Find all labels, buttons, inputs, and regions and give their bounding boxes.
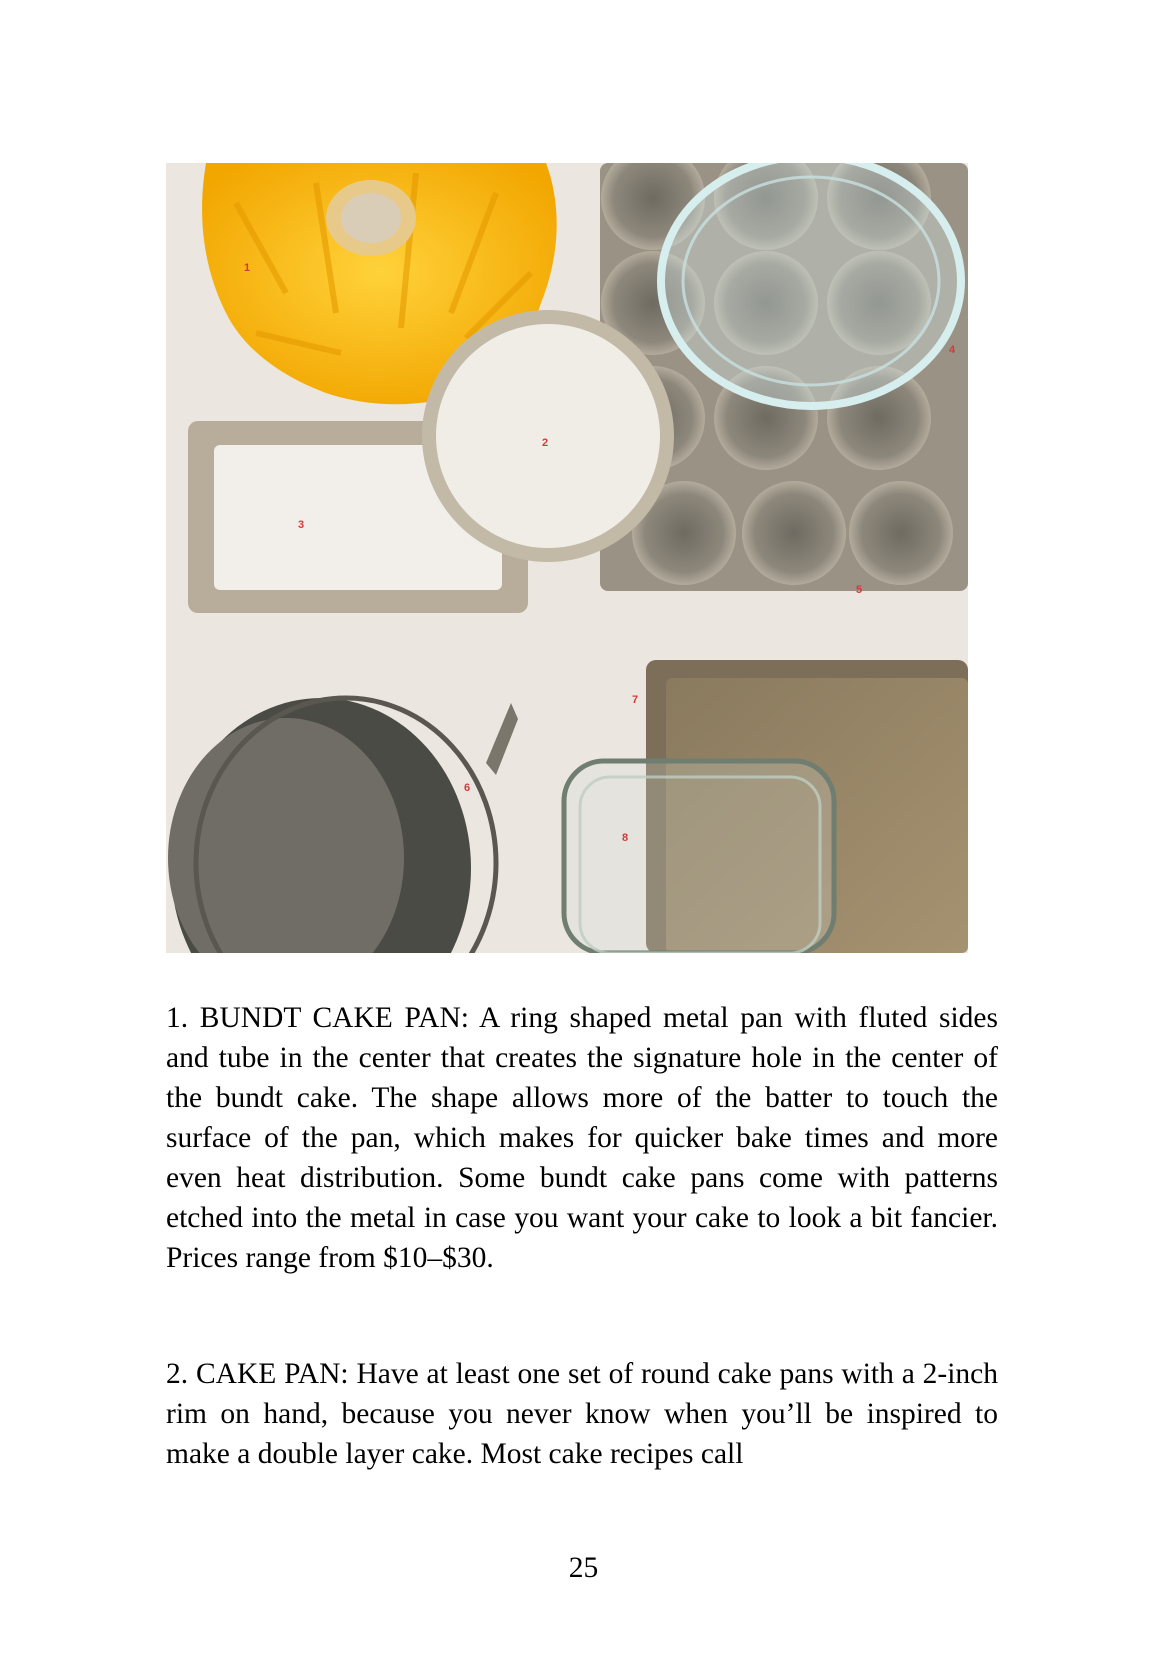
label-2: 2	[542, 437, 549, 449]
label-1: 1	[244, 262, 251, 274]
label-4: 4	[949, 344, 956, 356]
round-cake-pan	[422, 310, 674, 562]
paragraph-cake-pan: 2. CAKE PAN: Have at least one set of round cake pans with a 2-inch rim on hand, because you never know when you’ll be inspired to make a double layer cake. Most cake recipes call	[166, 1358, 998, 1470]
label-6: 6	[464, 782, 471, 794]
glass-pie-dish	[661, 163, 961, 406]
label-7: 7	[632, 694, 639, 706]
glass-baking-dish	[564, 761, 834, 953]
page-number: 25	[568, 1552, 599, 1584]
label-8: 8	[622, 832, 629, 844]
label-5: 5	[856, 584, 863, 596]
bakeware-photo	[166, 163, 968, 953]
paragraph-bundt-cake-pan: 1. BUNDT CAKE PAN: A ring shaped metal pan with fluted sides and tube in the center that creates the signature hole in the center of the bundt cake. The shape allows more of the batter to touch the surface of the pan, which makes for quicker bake times and more even heat distribution. Some bundt cake pans come with patterns etched into the metal in case you want your cake to look a bit fancier. Prices range from $10–$30.	[166, 1002, 998, 1274]
label-3: 3	[298, 519, 305, 531]
bakeware-illustration	[166, 163, 968, 953]
